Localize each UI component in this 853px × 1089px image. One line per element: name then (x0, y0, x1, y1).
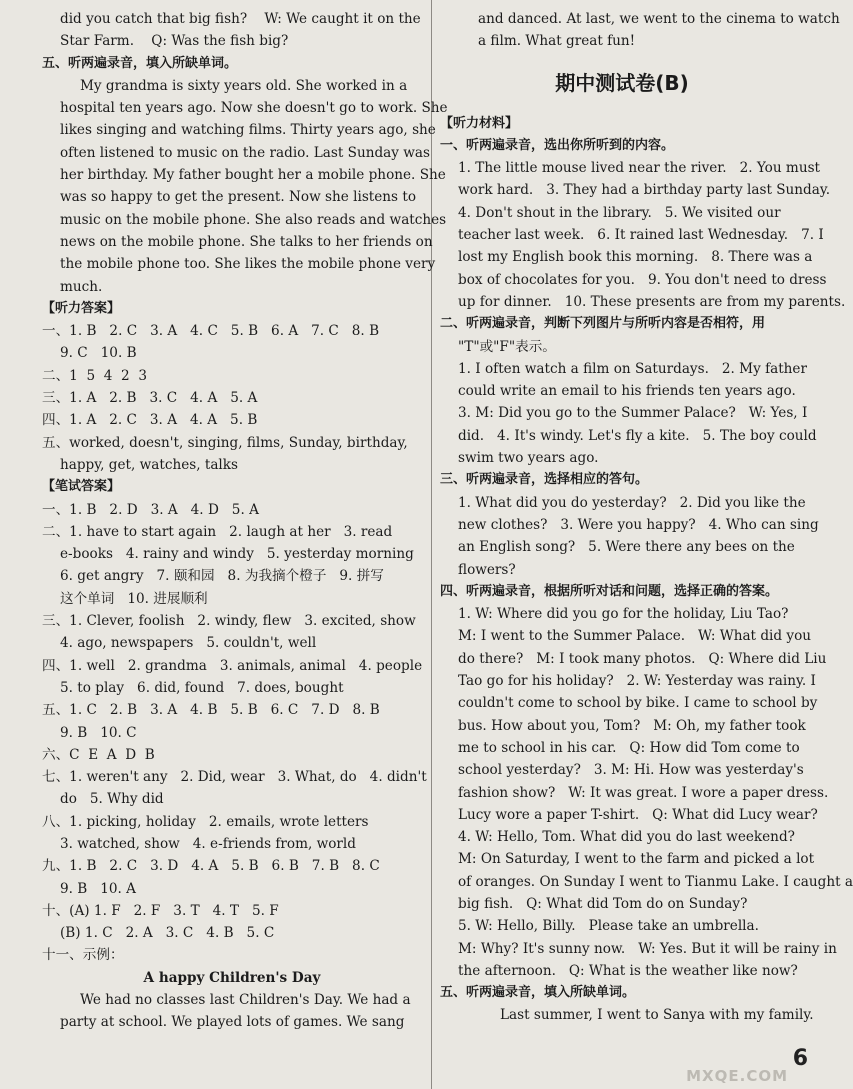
text-line: the mobile phone too. She likes the mobile phone very (60, 256, 436, 273)
text-line: 9. B 10. C (60, 724, 137, 741)
text-line: 1. I often watch a film on Saturdays. 2. My father (458, 360, 807, 377)
text-line: music on the mobile phone. She also reads and watches (60, 211, 447, 228)
section-heading: 三、听两遍录音，选择相应的答句。 (440, 472, 649, 488)
text-line: couldn't come to school by bike. I came to school by (458, 695, 818, 712)
text-line: We had no classes last Children's Day. We had a (80, 992, 411, 1009)
text-line: 3. M: Did you go to the Summer Palace? W: Yes, I (458, 405, 808, 422)
text-line: 四、1. well 2. grandma 3. animals, animal 4. people (42, 657, 423, 674)
section-heading: 一、听两遍录音，选出你所听到的内容。 (440, 137, 675, 153)
text-line: 二、1 5 4 2 3 (42, 367, 147, 384)
section-heading: 【听力材料】 (440, 115, 519, 131)
text-line: teacher last week. 6. It rained last Wednesday. 7. I (458, 227, 824, 244)
text-line: 4. ago, newspapers 5. couldn't, well (60, 635, 317, 652)
text-line: "T"或"F"表示。 (458, 338, 556, 355)
text-line: 4. Don't shout in the library. 5. We visited our (458, 204, 781, 221)
text-line: me to school in his car. Q: How did Tom come to (458, 739, 800, 756)
section-heading: 五、听两遍录音，填入所缺单词。 (42, 55, 238, 71)
text-line: 4. W: Hello, Tom. What did you do last weekend? (458, 829, 795, 846)
text-line: 9. B 10. A (60, 880, 137, 897)
text-line: Last summer, I went to Sanya with my family. (500, 1007, 814, 1024)
text-line: a film. What great fun! (478, 33, 636, 50)
text-line: M: On Saturday, I went to the farm and picked a lot (458, 851, 815, 868)
text-line: 3. watched, show 4. e-friends from, world (60, 835, 356, 852)
essay-title: A happy Children's Day (143, 969, 321, 986)
text-line: 5. W: Hello, Billy. Please take an umbrella. (458, 918, 759, 935)
text-line: 一、1. B 2. D 3. A 4. D 5. A (42, 501, 259, 518)
left-column (42, 8, 448, 1034)
text-line: much. (60, 278, 103, 295)
section-heading: 五、听两遍录音，填入所缺单词。 (440, 985, 636, 1001)
section-heading: 二、听两遍录音，判断下列图片与所听内容是否相符，用 (440, 316, 766, 332)
text-line: 五、worked, doesn't, singing, films, Sunday, birthday, (42, 434, 408, 451)
text-line: hospital ten years ago. Now she doesn't go to work. She (60, 100, 448, 117)
text-line: (B) 1. C 2. A 3. C 4. B 5. C (60, 925, 275, 942)
text-line: M: I went to the Summer Palace. W: What did you (458, 628, 812, 645)
text-line: Star Farm. Q: Was the fish big? (60, 33, 289, 50)
text-line: 六、C E A D B (42, 746, 155, 763)
section-heading: 【笔试答案】 (42, 479, 121, 495)
text-line: swim two years ago. (458, 450, 599, 467)
text-line: e-books 4. rainy and windy 5. yesterday morning (60, 546, 414, 563)
text-line: Tao go for his holiday? 2. W: Yesterday was rainy. I (458, 673, 816, 690)
text-line: 四、1. A 2. C 3. A 4. A 5. B (42, 412, 258, 429)
text-line: 九、1. B 2. C 3. D 4. A 5. B 6. B 7. B 8. C (42, 858, 380, 875)
text-line: new clothes? 3. Were you happy? 4. Who can sing (458, 516, 819, 533)
text-line: her birthday. My father bought her a mobile phone. She (60, 167, 446, 184)
text-line: fashion show? W: It was great. I wore a paper dress. (458, 784, 829, 801)
text-line: did. 4. It's windy. Let's fly a kite. 5. The boy could (458, 427, 817, 444)
text-line: 9. C 10. B (60, 345, 137, 362)
page-number: 6 (792, 1046, 808, 1071)
text-line: do there? M: I took many photos. Q: Where did Liu (458, 650, 827, 667)
text-line: was so happy to get the present. Now she listens to (60, 189, 416, 206)
text-line: 二、1. have to start again 2. laugh at her 3. read (42, 523, 393, 540)
text-line: an English song? 5. Were there any bees on the (458, 539, 795, 556)
text-line: M: Why? It's sunny now. W: Yes. But it will be rainy in (458, 940, 837, 957)
text-line: 一、1. B 2. C 3. A 4. C 5. B 6. A 7. C 8. B (42, 323, 380, 340)
watermark-logo: MXQE.COM (686, 1067, 788, 1085)
text-line: 十一、示例： (42, 947, 124, 964)
text-line: 五、1. C 2. B 3. A 4. B 5. B 6. C 7. D 8. B (42, 702, 380, 719)
text-line: 三、1. A 2. B 3. C 4. A 5. A (42, 390, 258, 407)
section-heading: 【听力答案】 (42, 300, 121, 316)
text-line: news on the mobile phone. She talks to her friends on (60, 233, 433, 250)
text-line: bus. How about you, Tom? M: Oh, my father took (458, 717, 806, 734)
paper-title: 期中测试卷(B) (555, 70, 689, 95)
listening-material (440, 113, 853, 1027)
text-line: Lucy wore a paper T-shirt. Q: What did Lucy wear? (458, 806, 818, 823)
text-line: flowers? (458, 561, 516, 578)
text-line: 1. What did you do yesterday? 2. Did you like the (458, 494, 806, 511)
text-line: 八、1. picking, holiday 2. emails, wrote letters (42, 813, 369, 830)
text-line: and danced. At last, we went to the cinema to watch (478, 11, 840, 27)
right-column (440, 8, 853, 1027)
text-line: 5. to play 6. did, found 7. does, bought (60, 679, 344, 696)
text-line: do 5. Why did (60, 791, 164, 808)
text-line: often listened to music on the radio. Last Sunday was (60, 144, 430, 161)
text-line: 十、(A) 1. F 2. F 3. T 4. T 5. F (42, 902, 279, 919)
text-line: school yesterday? 3. M: Hi. How was yesterday's (458, 762, 804, 779)
text-line: up for dinner. 10. These presents are from my parents. (458, 293, 846, 310)
text-line: box of chocolates for you. 9. You don't need to dress (458, 271, 827, 288)
text-line: 1. The little mouse lived near the river. 2. You must (458, 160, 821, 177)
text-line: 七、1. weren't any 2. Did, wear 3. What, do 4. didn't (42, 769, 427, 786)
text-line: of oranges. On Sunday I went to Tianmu Lake. I caught a (458, 873, 853, 890)
text-line: happy, get, watches, talks (60, 456, 238, 473)
section-heading: 四、听两遍录音，根据所听对话和问题，选择正确的答案。 (440, 583, 779, 599)
text-line: 1. W: Where did you go for the holiday, Liu Tao? (458, 606, 789, 623)
text-line: lost my English book this morning. 8. There was a (458, 249, 813, 266)
text-line: My grandma is sixty years old. She worked in a (80, 77, 408, 94)
text-line: 这个单词 10. 进展顺利 (60, 590, 208, 607)
text-line: party at school. We played lots of games. We sang (60, 1014, 405, 1031)
text-line: work hard. 3. They had a birthday party last Sunday. (458, 182, 831, 199)
text-line: did you catch that big fish? W: We caught it on the (60, 11, 421, 27)
text-line: 三、1. Clever, foolish 2. windy, flew 3. excited, show (42, 613, 416, 630)
text-line: likes singing and watching films. Thirty years ago, she (60, 122, 436, 139)
text-line: big fish. Q: What did Tom do on Sunday? (458, 895, 748, 912)
text-line: could write an email to his friends ten years ago. (458, 383, 796, 400)
essay-continuation (440, 8, 840, 53)
text-line: 6. get angry 7. 颐和园 8. 为我摘个橙子 9. 拼写 (60, 568, 384, 585)
text-line: the afternoon. Q: What is the weather like now? (458, 962, 798, 979)
